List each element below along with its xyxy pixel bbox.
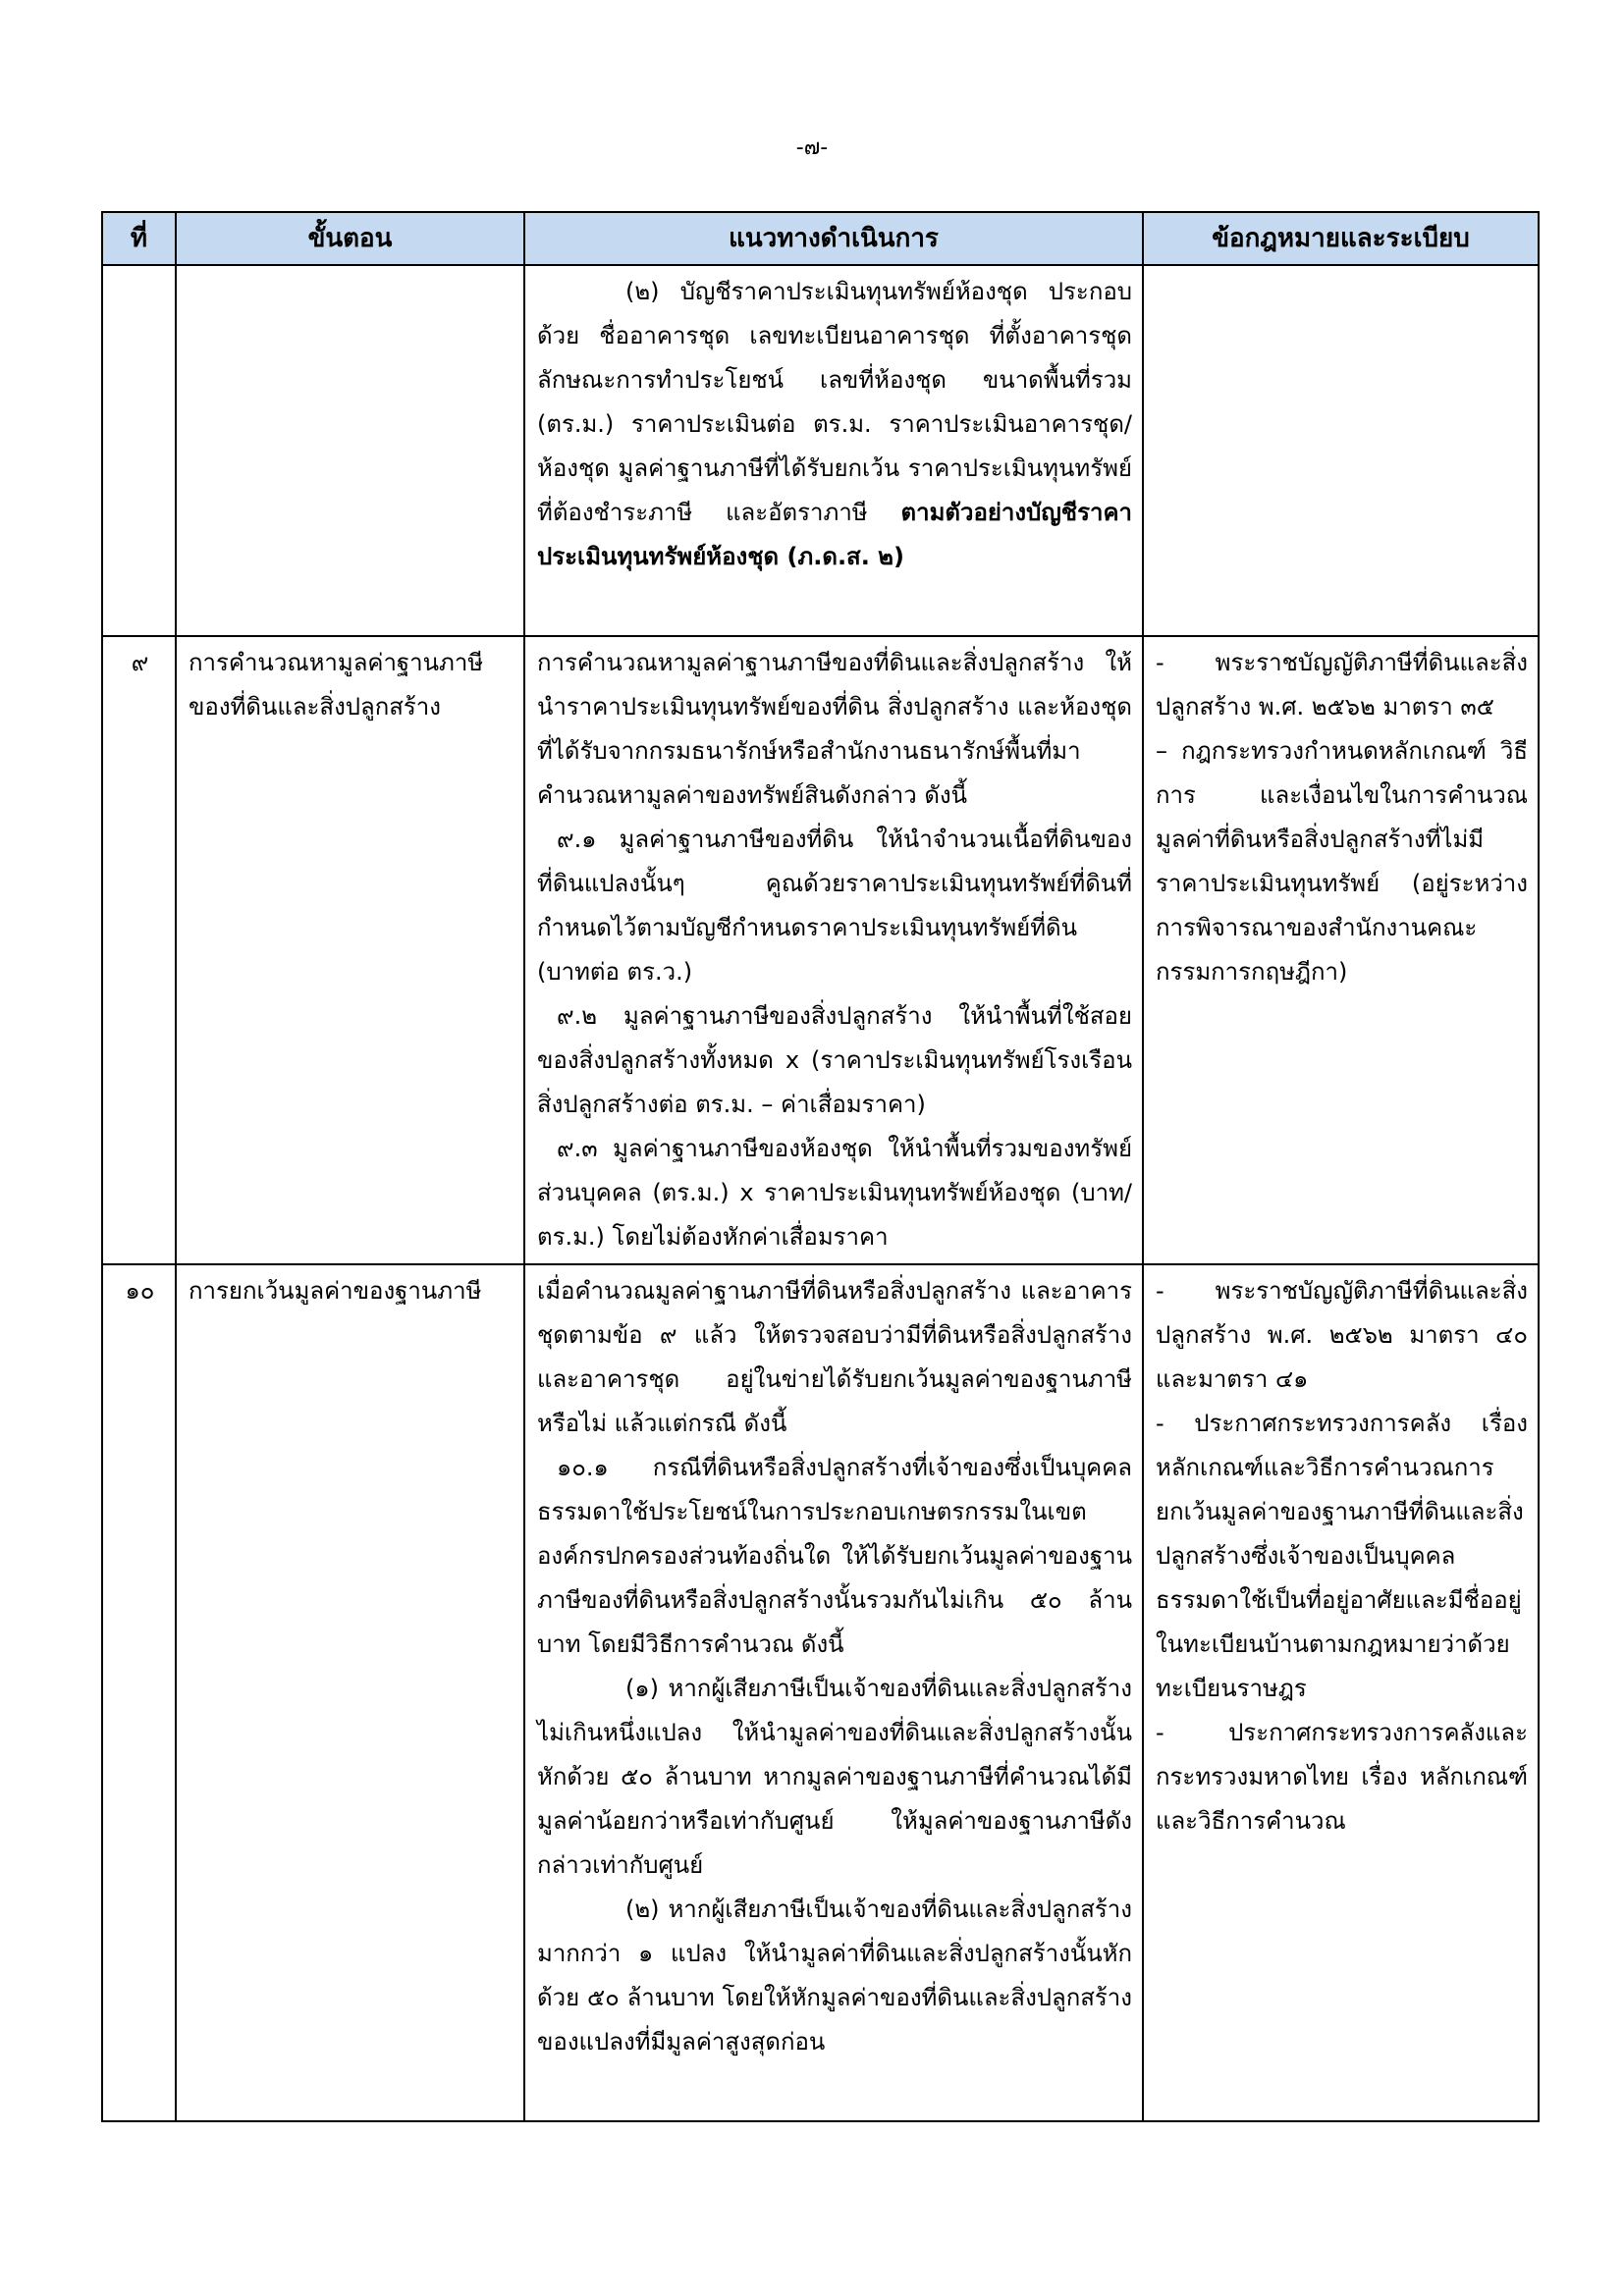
row-law-cell [1143, 636, 1539, 1264]
guideline-paragraph: ๙.๓ มูลค่าฐานภาษีของห้องชุด ให้นำพื้นที่รวมของทรัพย์ส่วนบุคคล (ตร.ม.) x ราคาประเมินทุนทรัพย์ห้องชุด (บาท/ตร.ม.) โดยไม่ต้องหักค่าเสื่อมราคา [537, 1135, 1132, 1251]
row-number-cell: ๙ [102, 636, 176, 1264]
header-guideline: แนวทางดำเนินการ [524, 212, 1143, 265]
law-item: - ประกาศกระทรวงการคลังและกระทรวงมหาดไทย เรื่อง หลักเกณฑ์และวิธีการคำนวณ [1156, 1719, 1528, 1835]
row-guideline-cell [524, 636, 1143, 1264]
row-guideline-cell [524, 265, 1143, 636]
guideline-text: (๒) บัญชีราคาประเมินทุนทรัพย์ห้องชุด ประกอบด้วย ชื่ออาคารชุด เลขทะเบียนอาคารชุด ที่ตั้งอาคารชุด ลักษณะการทำประโยชน์ เลขที่ห้องชุด ขนาดพื้นที่รวม (ตร.ม.) ราคาประเมินต่อ ตร.ม. ราคาประเมินอาคารชุด/ห้องชุด มูลค่าฐานภาษีที่ได้รับยกเว้น ราคาประเมินทุนทรัพย์ที่ต้องชำระภาษี และอัตราภาษี [537, 278, 1132, 526]
guideline-paragraph [537, 270, 1132, 579]
law-item: – กฎกระทรวงกำหนดหลักเกณฑ์ วิธีการ และเงื่อนไขในการคำนวณมูลค่าที่ดินหรือสิ่งปลูกสร้างที่ไม่มีราคาประเมินทุนทรัพย์ (อยู่ระหว่างการพิจารณาของสำนักงานคณะกรรมการกฤษฎีกา) [1156, 737, 1528, 986]
row-step-cell [176, 265, 524, 636]
row-number-cell: ๑๐ [102, 1264, 176, 2121]
guideline-paragraph: ๙.๒ มูลค่าฐานภาษีของสิ่งปลูกสร้าง ให้นำพื้นที่ใช้สอยของสิ่งปลูกสร้างทั้งหมด x (ราคาประเมินทุนทรัพย์โรงเรือนสิ่งปลูกสร้างต่อ ตร.ม. – ค่าเสื่อมราคา) [537, 1002, 1132, 1118]
header-law: ข้อกฎหมายและระเบียบ [1143, 212, 1539, 265]
guideline-paragraph: ๙.๑ มูลค่าฐานภาษีของที่ดิน ให้นำจำนวนเนื้อที่ดินของที่ดินแปลงนั้นๆ คูณด้วยราคาประเมินทุนทรัพย์ที่ดินที่กำหนดไว้ตามบัญชีกำหนดราคาประเมินทุนทรัพย์ที่ดิน (บาทต่อ ตร.ว.) [537, 826, 1132, 986]
header-number: ที่ [102, 212, 176, 265]
row-step-cell [176, 1264, 524, 2121]
law-item: - พระราชบัญญัติภาษีที่ดินและสิ่งปลูกสร้าง พ.ศ. ๒๕๖๒ มาตรา ๔๐ และมาตรา ๔๑ [1156, 1277, 1528, 1393]
row-guideline-cell [524, 1264, 1143, 2121]
procedure-table [101, 211, 1540, 2122]
table-row [102, 636, 1539, 1264]
table-row [102, 1264, 1539, 2121]
row-step-cell [176, 636, 524, 1264]
guideline-paragraph: เมื่อคำนวณมูลค่าฐานภาษีที่ดินหรือสิ่งปลูกสร้าง และอาคารชุดตามข้อ ๙ แล้ว ให้ตรวจสอบว่ามีที่ดินหรือสิ่งปลูกสร้าง และอาคารชุด อยู่ในข่ายได้รับยกเว้นมูลค่าของฐานภาษีหรือไม่ แล้วแต่กรณี ดังนี้ [537, 1277, 1132, 1437]
law-item: - ประกาศกระทรวงการคลัง เรื่อง หลักเกณฑ์และวิธีการคำนวณการยกเว้นมูลค่าของฐานภาษีที่ดินและสิ่งปลูกสร้างซึ่งเจ้าของเป็นบุคคลธรรมดาใช้เป็นที่อยู่อาศัยและมีชื่ออยู่ในทะเบียนบ้านตามกฎหมายว่าด้วยทะเบียนราษฎร [1156, 1410, 1528, 1702]
guideline-paragraph: (๒) หากผู้เสียภาษีเป็นเจ้าของที่ดินและสิ่งปลูกสร้างมากกว่า ๑ แปลง ให้นำมูลค่าที่ดินและสิ่งปลูกสร้างนั้นหักด้วย ๕๐ ล้านบาท โดยให้หักมูลค่าของที่ดินและสิ่งปลูกสร้างของแปลงที่มีมูลค่าสูงสุดก่อน [537, 1896, 1132, 2056]
law-item: - พระราชบัญญัติภาษีที่ดินและสิ่งปลูกสร้าง พ.ศ. ๒๕๖๒ มาตรา ๓๕ [1156, 649, 1528, 721]
row-law-cell [1143, 265, 1539, 636]
page-number: -๗- [795, 135, 829, 160]
guideline-paragraph: ๑๐.๑ กรณีที่ดินหรือสิ่งปลูกสร้างที่เจ้าของซึ่งเป็นบุคคลธรรมดาใช้ประโยชน์ในการประกอบเกษตรกรรมในเขตองค์กรปกครองส่วนท้องถิ่นใด ให้ได้รับยกเว้นมูลค่าของฐานภาษีของที่ดินหรือสิ่งปลูกสร้างนั้นรวมกันไม่เกิน ๕๐ ล้านบาท โดยมีวิธีการคำนวณ ดังนี้ [537, 1454, 1132, 1658]
guideline-bold-text: ตามตัวอย่างบัญชีราคาประเมินทุนทรัพย์ห้องชุด (ภ.ด.ส. ๒) [537, 499, 1132, 570]
row-law-cell [1143, 1264, 1539, 2121]
guideline-paragraph: การคำนวณหามูลค่าฐานภาษีของที่ดินและสิ่งปลูกสร้าง ให้นำราคาประเมินทุนทรัพย์ของที่ดิน สิ่งปลูกสร้าง และห้องชุด ที่ได้รับจากกรมธนารักษ์หรือสำนักงานธนารักษ์พื้นที่มาคำนวณหามูลค่าของทรัพย์สินดังกล่าว ดังนี้ [537, 649, 1132, 809]
table-header-row [102, 212, 1539, 265]
step-text: การยกเว้นมูลค่าของฐานภาษี [189, 1277, 482, 1305]
header-step: ขั้นตอน [176, 212, 524, 265]
row-number-cell [102, 265, 176, 636]
step-text: การคำนวณหามูลค่าฐานภาษีของที่ดินและสิ่งปลูกสร้าง [189, 649, 484, 721]
guideline-paragraph: (๑) หากผู้เสียภาษีเป็นเจ้าของที่ดินและสิ่งปลูกสร้างไม่เกินหนึ่งแปลง ให้นำมูลค่าของที่ดินและสิ่งปลูกสร้างนั้น หักด้วย ๕๐ ล้านบาท หากมูลค่าของฐานภาษีที่คำนวณได้มีมูลค่าน้อยกว่าหรือเท่ากับศูนย์ ให้มูลค่าของฐานภาษีดังกล่าวเท่ากับศูนย์ [537, 1675, 1132, 1879]
table-row [102, 265, 1539, 636]
